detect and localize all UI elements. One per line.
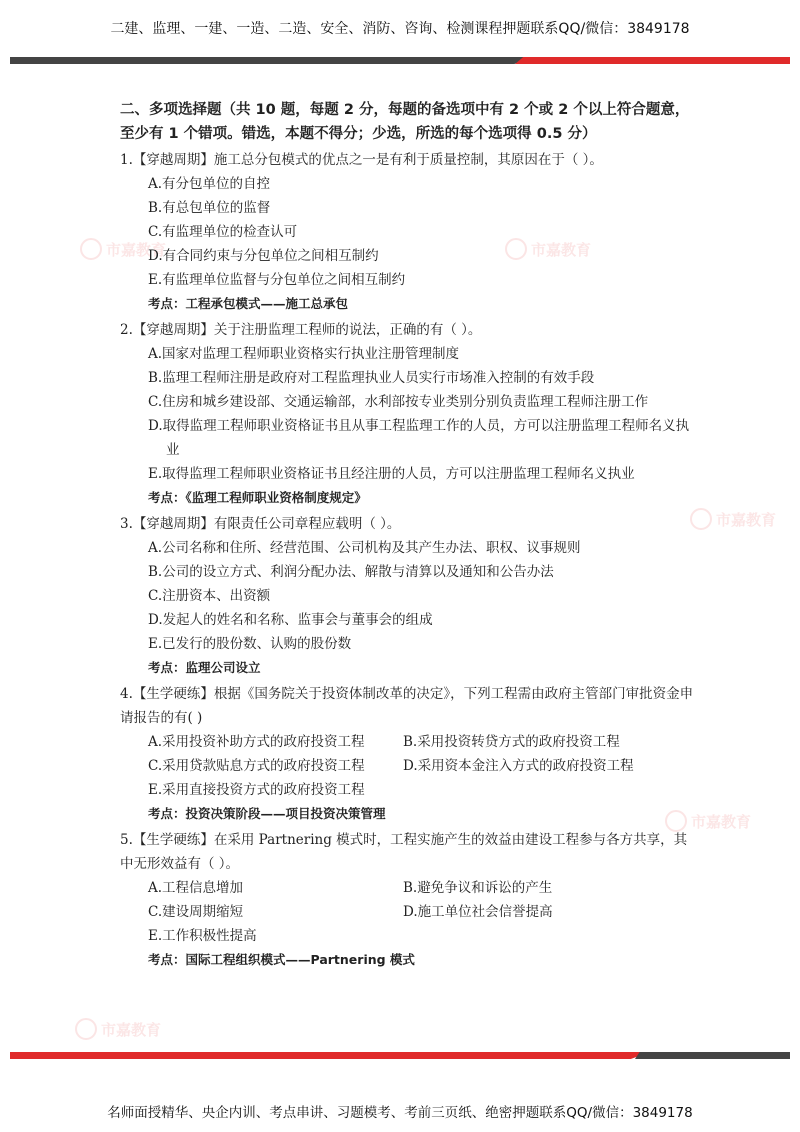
option-d: D.发起人的姓名和名称、监事会与董事会的组成 (148, 612, 433, 628)
option-row (148, 876, 695, 900)
footer-divider (10, 1052, 790, 1059)
option-a: A.国家对监理工程师职业资格实行执业注册管理制度 (148, 346, 460, 362)
option-row (148, 730, 695, 754)
exam-point: 考点：监理公司设立 (148, 660, 261, 675)
question-stem: 5.【生学硬练】在采用 Partnering 模式时，工程实施产生的效益由建设工程参与各方共享，其中无形效益有（ ）。 (120, 832, 688, 872)
option-e: E.取得监理工程师职业资格证书且经注册的人员，方可以注册监理工程师名义执业 (148, 466, 635, 482)
option-e: E.采用直接投资方式的政府投资工程 (148, 782, 365, 798)
header-divider (10, 57, 790, 64)
option-c: C.采用贷款贴息方式的政府投资工程 (148, 758, 365, 774)
option-c: C.建设周期缩短 (148, 904, 244, 920)
option-e: E.工作积极性提高 (148, 928, 257, 944)
option-b: B.公司的设立方式、利润分配办法、解散与清算以及通知和公告办法 (148, 564, 554, 580)
section-title-cont: 至少有 1 个错项。错选，本题不得分；少选，所选的每个选项得 0.5 分） (120, 126, 597, 142)
option-row (148, 900, 695, 924)
question-stem: 1.【穿越周期】施工总分包模式的优点之一是有利于质量控制，其原因在于（ ）。 (120, 152, 603, 168)
question-section (120, 98, 695, 974)
watermark-logo: 市嘉教育 (665, 810, 751, 832)
option-b: B.采用投资转贷方式的政府投资工程 (403, 734, 620, 750)
option-e: E.已发行的股份数、认购的股份数 (148, 636, 352, 652)
question-2 (120, 318, 695, 510)
option-a: A.工程信息增加 (148, 880, 244, 896)
question-5 (120, 828, 695, 972)
option-b: B.监理工程师注册是政府对工程监理执业人员实行市场准入控制的有效手段 (148, 370, 595, 386)
option-d: D.取得监理工程师职业资格证书且从事工程监理工作的人员，方可以注册监理工程师名义执业 (148, 418, 690, 458)
exam-point: 考点：投资决策阶段——项目投资决策管理 (148, 806, 386, 821)
option-b: B.避免争议和诉讼的产生 (403, 880, 553, 896)
question-stem: 3.【穿越周期】有限责任公司章程应载明（ ）。 (120, 516, 401, 532)
exam-point: 考点：工程承包模式——施工总承包 (148, 296, 349, 311)
option-e: E.有监理单位监督与分包单位之间相互制约 (148, 272, 406, 288)
option-b: B.有总包单位的监督 (148, 200, 271, 216)
question-4 (120, 682, 695, 826)
section-title: 二、多项选择题（共 10 题，每题 2 分，每题的备选项中有 2 个或 2 个以上符合题意， (120, 102, 690, 118)
watermark-logo: 市嘉教育 (690, 508, 776, 530)
option-c: C.注册资本、出资额 (148, 588, 271, 604)
question-stem: 2.【穿越周期】关于注册监理工程师的说法，正确的有（ ）。 (120, 322, 482, 338)
option-a: A.采用投资补助方式的政府投资工程 (148, 734, 365, 750)
footer-banner-text: 名师面授精华、央企内训、考点串讲、习题模考、考前三页纸、绝密押题联系QQ/微信：3849178 (107, 1105, 693, 1121)
option-row (148, 754, 695, 778)
exam-point: 考点：国际工程组织模式——Partnering 模式 (148, 952, 415, 967)
option-c: C.住房和城乡建设部、交通运输部，水利部按专业类别分别负责监理工程师注册工作 (148, 394, 649, 410)
question-1 (120, 148, 695, 316)
option-d: D.有合同约束与分包单位之间相互制约 (148, 248, 379, 264)
question-stem: 4.【生学硬练】根据《国务院关于投资体制改革的决定》，下列工程需由政府主管部门审批资金申请报告的有( ) (120, 686, 694, 726)
watermark-logo: 市嘉教育 (505, 238, 591, 260)
option-a: A.有分包单位的自控 (148, 176, 271, 192)
option-a: A.公司名称和住所、经营范围、公司机构及其产生办法、职权、议事规则 (148, 540, 581, 556)
question-3 (120, 512, 695, 680)
option-d: D.采用资本金注入方式的政府投资工程 (403, 758, 634, 774)
exam-point: 考点：《监理工程师职业资格制度规定》 (148, 490, 367, 505)
option-d: D.施工单位社会信誉提高 (403, 904, 553, 920)
watermark-logo: 市嘉教育 (75, 1018, 161, 1040)
watermark-logo: 市嘉教育 (80, 238, 166, 260)
header-banner-text: 二建、监理、一建、一造、二造、安全、消防、咨询、检测课程押题联系QQ/微信：3849178 (110, 21, 690, 37)
option-c: C.有监理单位的检查认可 (148, 224, 298, 240)
